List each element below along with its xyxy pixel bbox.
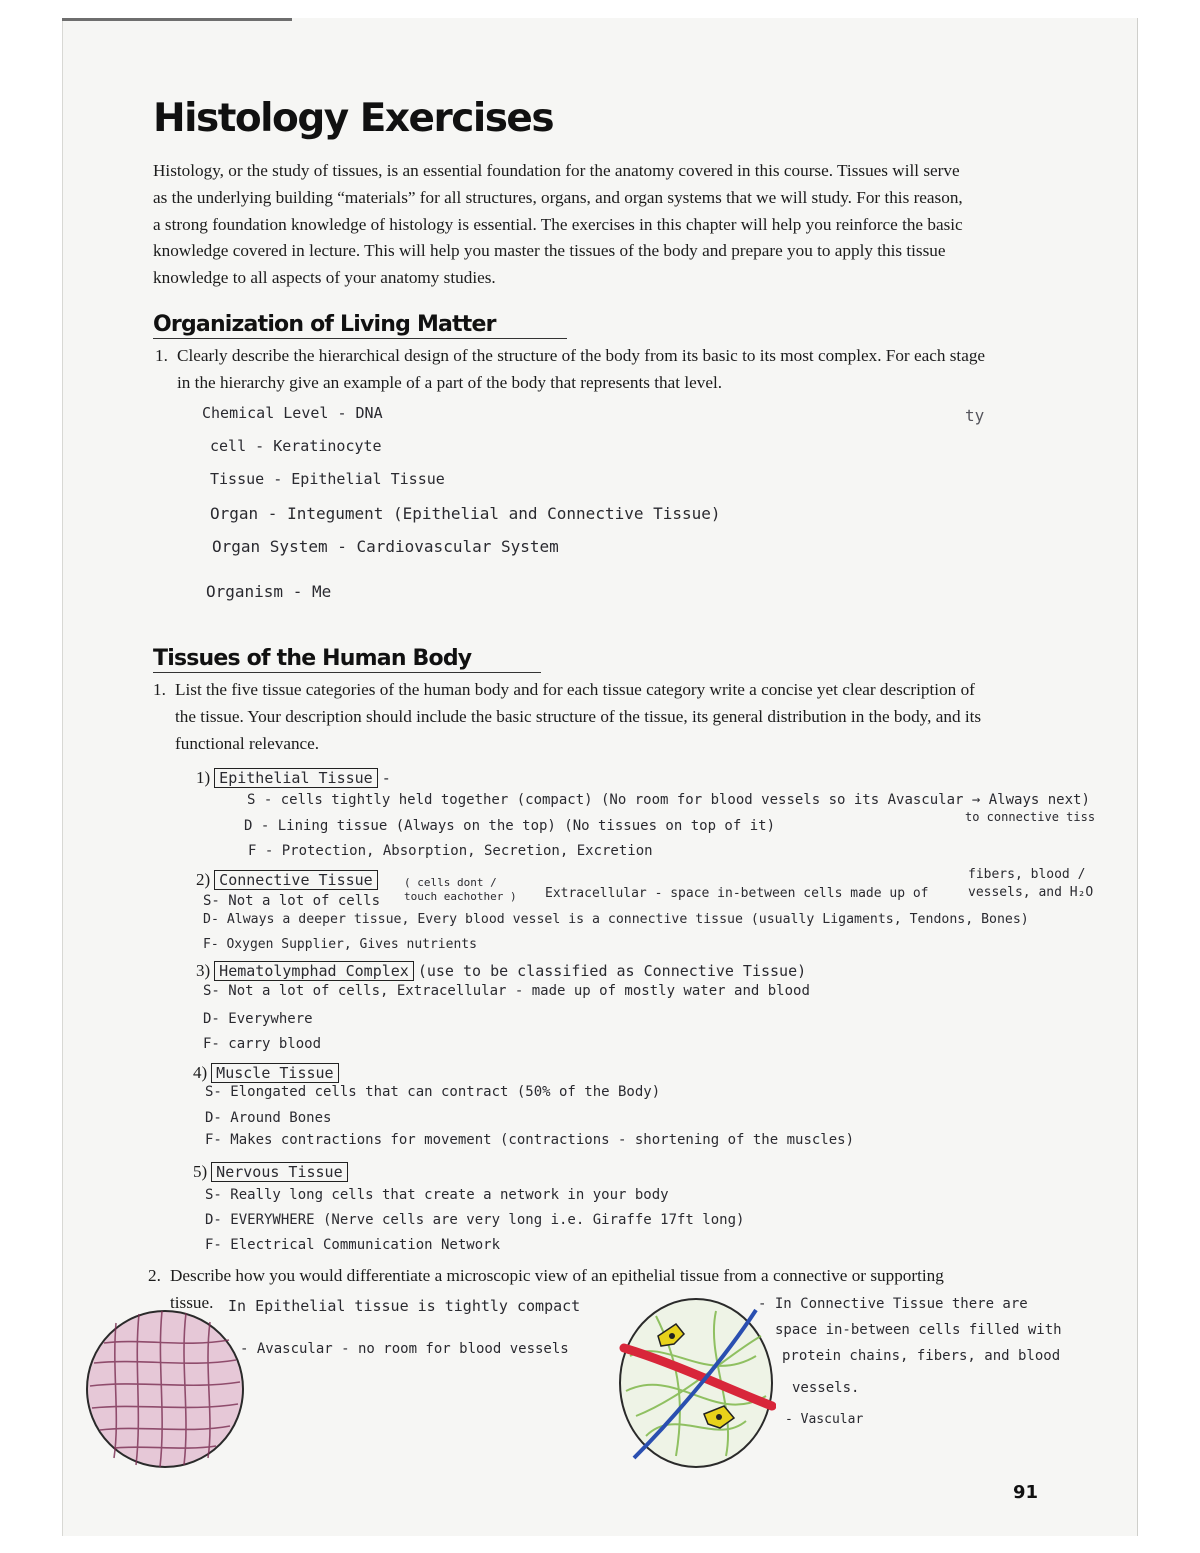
tissue-name: Nervous Tissue [211,1162,347,1182]
question-text: Clearly describe the hierarchical design of the structure of the body from its basic to its most complex. For each stage [177,346,986,365]
intro-line: knowledge to all aspects of your anatomy studies. [153,268,496,288]
answer-connective-line: vessels. [792,1380,860,1396]
tissue-distribution: D- Around Bones [205,1110,332,1126]
answer-avascular: - Avascular - no room for blood vessels [240,1341,569,1357]
tissue-structure: S- Not a lot of cells, Extracellular - made up of mostly water and blood [203,983,810,999]
tissue-function: F- Makes contractions for movement (contractions - shortening of the muscles) [205,1132,855,1148]
answer-vascular: - Vascular [785,1412,864,1427]
tissue-name: Connective Tissue [214,870,378,890]
question-org-1 [155,343,985,397]
intro-line: as the underlying building “materials” for all structures, organs, and organ systems that we will study. For this reason, [153,187,963,207]
section-heading-tissues: Tissues of the Human Body [153,646,541,673]
answer-connective-line: - In Connective Tissue there are [758,1296,1028,1312]
question-text: functional relevance. [175,733,320,753]
epithelial-tissue-drawing [84,1308,246,1470]
answer-connective-line: space in-between cells filled with [775,1322,1062,1338]
tissue-structure: S- Elongated cells that can contract (50% of the Body) [205,1084,661,1100]
tissue-structure-note: ( cells dont / touch eachother ) [404,876,517,903]
intro-line: a strong foundation knowledge of histology is essential. The exercises in this chapter will help you reinforce the basic [153,214,963,234]
question-number: 1. [155,346,168,365]
tissue-function: F- Electrical Communication Network [205,1237,501,1253]
tissue-distribution: D- Everywhere [203,1011,313,1027]
tissue-item-muscle [193,1063,339,1083]
tissue-item-nervous [193,1162,348,1182]
page-title: Histology Exercises [153,96,554,141]
answer-cell: cell - Keratinocyte [210,437,382,455]
question-text: List the five tissue categories of the human body and for each tissue category write a concise yet clear description of [175,680,975,699]
tissue-function: F- Oxygen Supplier, Gives nutrients [203,937,477,952]
question-text: tissue. [170,1292,214,1312]
answer-chemical: Chemical Level - DNA [202,404,383,422]
tissue-structure: S- Not a lot of cells [203,893,381,909]
question-tissues-1 [153,677,981,757]
tissue-structure: S- Really long cells that create a network in your body [205,1187,669,1203]
answer-organ-system: Organ System - Cardiovascular System [212,537,559,556]
tissue-function: F - Protection, Absorption, Secretion, Excretion [248,843,653,859]
tissue-name: Epithelial Tissue [214,768,378,788]
question-text: the tissue. Your description should include the basic structure of the tissue, its general distribution in the body, and its [175,706,982,726]
tissue-function: F- carry blood [203,1036,322,1052]
question-number: 1. [153,680,166,699]
tissue-structure-cont: to connective tiss [965,810,1096,824]
page-number: 91 [1013,1482,1039,1503]
tissue-name: Muscle Tissue [211,1063,338,1083]
tissue-item-connective [196,870,378,890]
intro-paragraph [153,158,1003,292]
tissue-name: Hematolymphad Complex [214,961,414,981]
tissue-distribution: D- EVERYWHERE (Nerve cells are very long i.e. Giraffe 17ft long) [205,1212,745,1228]
tissue-note: (use to be classified as Connective Tissue) [417,962,807,980]
answer-organ: Organ - Integument (Epithelial and Connective Tissue) [210,504,721,523]
tissue-dash: - [381,769,391,787]
question-number: 2. [148,1266,161,1285]
answer-epithelial-compact: In Epithelial tissue is tightly compact [228,1297,581,1315]
tissue-structure-fibers: fibers, blood / vessels, and H₂O [968,867,1094,900]
tissue-item-epithelial [196,768,391,788]
tissue-structure-extracellular: Extracellular - space in-between cells made up of [545,886,929,901]
tissue-structure: S - cells tightly held together (compact) (No room for blood vessels so its Avascular → Always next) [247,792,1090,808]
intro-line: Histology, or the study of tissues, is an essential foundation for the anatomy covered in this course. Tissues will serve [153,161,960,180]
connective-tissue-drawing [616,1296,776,1470]
list-number: 2) [196,870,211,889]
tissue-distribution: D - Lining tissue (Always on the top) (No tissues on top of it) [244,818,776,834]
tissue-distribution: D- Always a deeper tissue, Every blood vessel is a connective tissue (usually Ligaments, Tendons, Bones) [203,912,1029,927]
intro-line: knowledge covered in lecture. This will help you master the tissues of the body and prepare you to apply this tissue [153,241,946,261]
answer-organism: Organism - Me [206,582,332,601]
scan-edge-rule [62,18,292,21]
answer-connective-line: protein chains, fibers, and blood [782,1348,1061,1364]
margin-mark: ty [965,406,985,425]
list-number: 5) [193,1162,208,1181]
answer-tissue: Tissue - Epithelial Tissue [210,470,445,488]
list-number: 4) [193,1063,208,1082]
section-heading-organization: Organization of Living Matter [153,312,567,339]
list-number: 1) [196,768,211,787]
question-text: in the hierarchy give an example of a part of the body that represents that level. [177,372,723,392]
tissue-item-hematolymphad [196,961,806,981]
list-number: 3) [196,961,211,980]
question-text: Describe how you would differentiate a microscopic view of an epithelial tissue from a connective or supporting [170,1266,944,1285]
